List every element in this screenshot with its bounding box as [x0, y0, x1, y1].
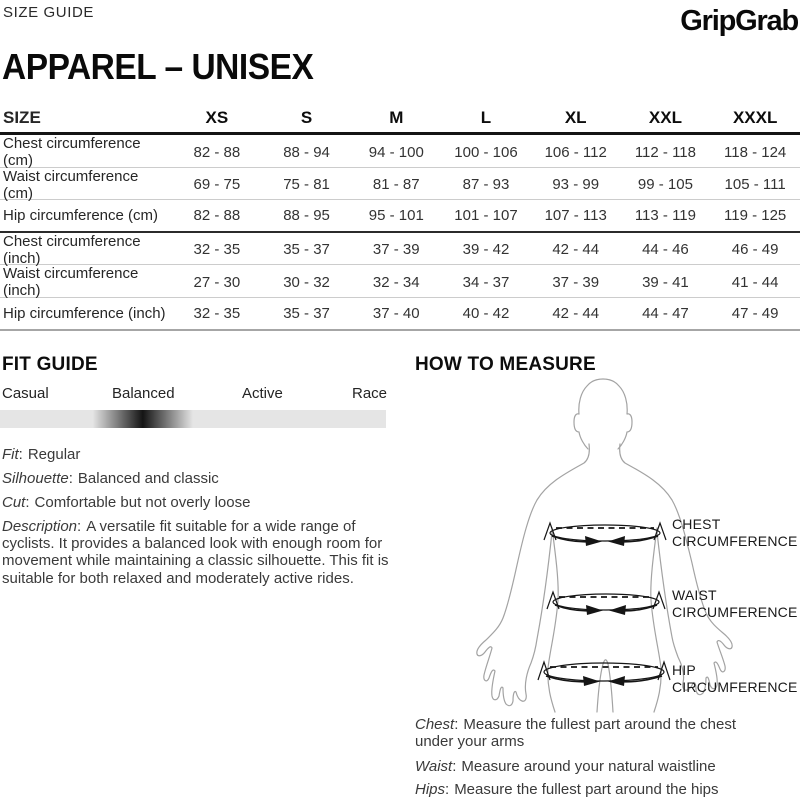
instruction-label: Chest: [415, 716, 455, 733]
table-cell: 41 - 44: [731, 273, 779, 291]
size-guide-label: SIZE GUIDE: [3, 4, 95, 21]
row-label: Waist circumference (inch): [3, 265, 139, 300]
table-cell: 35 - 37: [283, 241, 330, 259]
table-row: [0, 200, 800, 233]
instruction-waist: [415, 758, 760, 775]
table-cell: 113 - 119: [634, 206, 696, 224]
attribute-label: Fit: [2, 446, 19, 463]
table-cell: 69 - 75: [193, 176, 241, 194]
column-header: M: [389, 108, 404, 127]
instruction-chest: [415, 716, 760, 750]
table-cell: 37 - 39: [372, 241, 420, 259]
column-header: XL: [564, 108, 587, 127]
chest-circumference-label: CHEST CIRCUMFERENCE: [672, 516, 798, 549]
chest-measure-marker: [544, 523, 666, 546]
column-header: S: [300, 108, 313, 127]
row-label: Hip circumference (inch): [3, 304, 166, 322]
column-header: XXL: [648, 108, 682, 127]
table-row: [0, 168, 800, 201]
table-cell: 94 - 100: [368, 143, 424, 161]
table-cell: 34 - 37: [462, 273, 510, 291]
colon: :: [452, 758, 457, 775]
fit-scale-bar: [0, 410, 386, 428]
table-cell: 46 - 49: [731, 241, 779, 259]
size-table: [0, 104, 800, 331]
table-cell: 99 - 105: [637, 176, 693, 194]
column-header: L: [480, 108, 492, 127]
attribute-label: Description: [2, 518, 78, 535]
table-cell: 101 - 107: [454, 206, 518, 224]
table-cell: 40 - 42: [462, 304, 510, 322]
column-header: XXXL: [732, 108, 778, 127]
instruction-label: Waist: [415, 758, 453, 775]
table-cell: 88 - 94: [283, 143, 330, 161]
table-cell: 32 - 35: [193, 304, 241, 322]
table-cell: 42 - 44: [552, 304, 600, 322]
table-cell: 32 - 35: [193, 241, 241, 259]
waist-circumference-label: WAIST CIRCUMFERENCE: [672, 587, 798, 620]
table-cell: 39 - 42: [462, 241, 510, 259]
gripgrab-logo: GripGrab: [680, 5, 798, 37]
table-cell: 100 - 106: [454, 143, 518, 161]
hip-measure-marker: [538, 662, 670, 686]
table-cell: 32 - 34: [372, 273, 420, 291]
fit-scale-label-casual: Casual: [2, 385, 49, 402]
table-cell: 87 - 93: [462, 176, 510, 194]
row-label: Hip circumference (cm): [3, 206, 159, 224]
fit-attribute-silhouette: [2, 470, 392, 487]
table-cell: 112 - 118: [634, 143, 696, 161]
instruction-label: Hips: [415, 781, 446, 798]
fit-scale-label-race: Race: [352, 385, 388, 402]
attribute-value: Regular: [27, 446, 81, 463]
colon: :: [25, 494, 30, 511]
table-cell: 95 - 101: [368, 206, 424, 224]
table-cell: 37 - 39: [552, 273, 600, 291]
table-cell: 105 - 111: [724, 176, 786, 194]
table-cell: 47 - 49: [731, 304, 779, 322]
colon: :: [77, 518, 82, 535]
table-row: [0, 135, 800, 168]
colon: :: [18, 446, 23, 463]
attribute-value: A versatile fit suitable for a wide range of cyclists. It provides a balanced look with enough room for movement while maintaining a classic silhouette. This fit is suitable for both relaxed and moderately active rides.: [2, 518, 389, 587]
fit-scale-label-balanced: Balanced: [112, 385, 175, 402]
instruction-value: Measure the fullest part around the chest under your arms: [415, 716, 737, 751]
table-cell: 81 - 87: [372, 176, 420, 194]
hip-circumference-label: HIP CIRCUMFERENCE: [672, 662, 798, 695]
fit-scale-label-active: Active: [242, 385, 283, 402]
table-cell: 106 - 112: [544, 143, 607, 161]
page-title: APPAREL – UNISEX: [2, 46, 314, 87]
table-cell: 44 - 47: [642, 304, 689, 322]
table-row: [0, 298, 800, 331]
table-cell: 88 - 95: [283, 206, 330, 224]
instruction-value: Measure around your natural waistline: [461, 758, 716, 775]
instruction-hips: [415, 781, 760, 798]
table-cell: 118 - 124: [724, 143, 787, 161]
attribute-label: Silhouette: [2, 470, 69, 487]
fit-attribute-cut: [2, 494, 392, 511]
how-to-measure-heading: HOW TO MEASURE: [415, 354, 596, 375]
table-cell: 39 - 41: [642, 273, 689, 291]
table-cell: 107 - 113: [544, 206, 607, 224]
table-cell: 27 - 30: [193, 273, 241, 291]
waist-measure-marker: [547, 592, 665, 615]
table-cell: 30 - 32: [283, 273, 330, 291]
fit-guide-heading: FIT GUIDE: [2, 354, 98, 375]
table-cell: 44 - 46: [642, 241, 689, 259]
table-cell: 37 - 40: [372, 304, 420, 322]
table-header-row: [0, 104, 800, 135]
colon: :: [68, 470, 73, 487]
table-cell: 42 - 44: [552, 241, 600, 259]
column-header: XS: [205, 108, 229, 127]
table-cell: 35 - 37: [283, 304, 330, 322]
row-label: Chest circumference (cm): [3, 135, 141, 169]
table-cell: 82 - 88: [193, 143, 241, 161]
fit-attribute-fit: [2, 446, 392, 463]
table-row: [0, 265, 800, 298]
column-header: SIZE: [3, 108, 41, 127]
table-cell: 93 - 99: [552, 176, 600, 194]
table-cell: 75 - 81: [283, 176, 330, 194]
fit-attribute-description: [2, 518, 392, 587]
table-row: [0, 233, 800, 266]
table-cell: 119 - 125: [724, 206, 787, 224]
row-label: Chest circumference (inch): [3, 232, 141, 267]
attribute-value: Balanced and classic: [77, 470, 219, 487]
colon: :: [445, 781, 450, 798]
row-label: Waist circumference (cm): [3, 167, 139, 202]
colon: :: [454, 716, 459, 733]
instruction-value: Measure the fullest part around the hips: [454, 781, 719, 798]
table-cell: 82 - 88: [193, 206, 241, 224]
attribute-label: Cut: [2, 494, 26, 511]
attribute-value: Comfortable but not overly loose: [34, 494, 251, 511]
